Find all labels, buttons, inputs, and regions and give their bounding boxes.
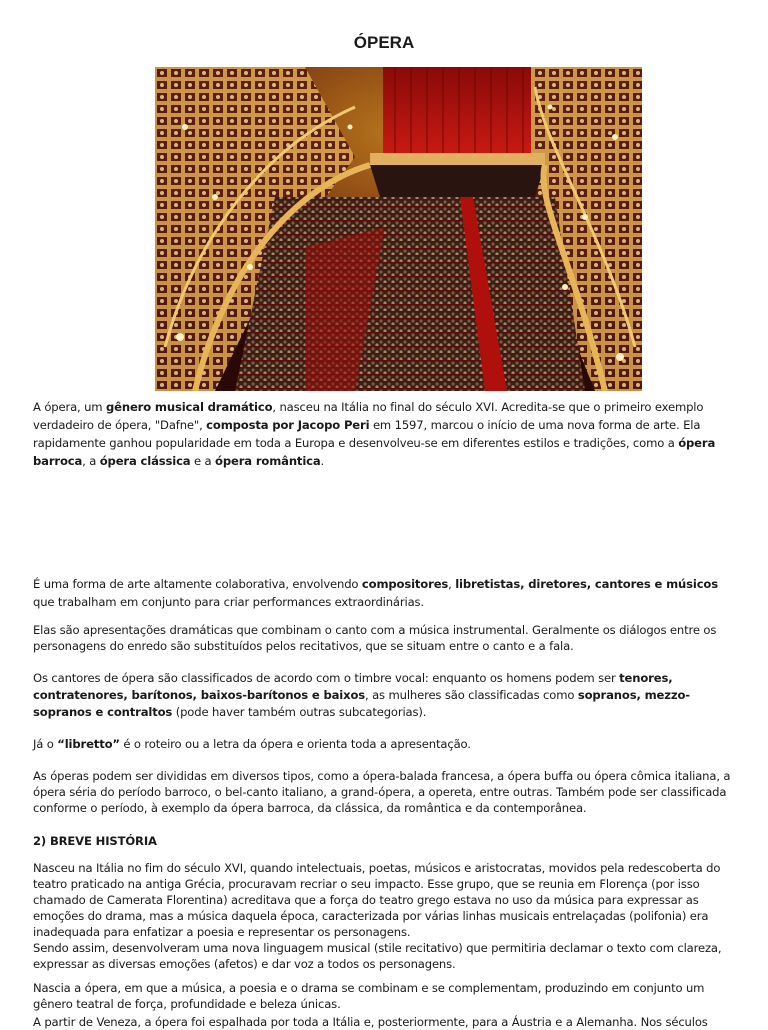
text-span: É uma forma de arte altamente colaborativa, envolvendo (33, 577, 362, 591)
paragraph-text: Sendo assim, desenvolveram uma nova linguagem musical (stile recitativo) que permitiria declamar o texto com clareza, expressar as diversas emoções (afetos) e dar voz a todos os personagens. (33, 941, 722, 971)
text-span: , (448, 577, 456, 591)
bold-term: composta por Jacopo Peri (206, 418, 370, 432)
bold-term: ópera clássica (99, 454, 191, 468)
section-heading-history (33, 832, 736, 850)
text-span: que trabalham em conjunto para criar performances extraordinárias. (33, 595, 424, 609)
intro-paragraph (33, 398, 736, 470)
birth-paragraph (33, 980, 736, 1012)
opera-house-photo (155, 67, 642, 391)
bold-term: tenores, contratenores, barítonos, baixos-barítonos e baixos (33, 671, 673, 702)
collaboration-paragraph (33, 575, 736, 611)
text-span: Os cantores de ópera são classificados de acordo com o timbre vocal: enquanto os homens podem ser (33, 671, 620, 685)
text-span: e a (190, 454, 216, 468)
paragraph-text: A partir de Veneza, a ópera foi espalhada por toda a Itália e, posteriormente, para a Áustria e a Alemanha. Nos séculos (33, 1015, 708, 1029)
paragraph-text: Elas são apresentações dramáticas que combinam o canto com a música instrumental. Geralmente os diálogos entre os personagens do enredo são substituídos pelos recitativos, que se situam entre o canto e a fala. (33, 623, 717, 653)
types-paragraph (33, 768, 736, 816)
bold-term: gênero musical dramático (105, 400, 273, 414)
text-span: é o roteiro ou a letra da ópera e orienta toda a apresentação. (119, 737, 471, 751)
page-title: ÓPERA (353, 33, 415, 52)
paragraph-text: Nascia a ópera, em que a música, a poesia e o drama se combinam e se complementam, produzindo em conjunto um gênero teatral de força, profundidade e beleza únicas. (33, 981, 705, 1011)
text-span: . (320, 454, 325, 468)
text-span: Já o (33, 737, 58, 751)
text-span: em 1597, marcou o início de uma nova forma de arte. Ela rapidamente ganhou popularidade em toda a Europa e desenvolveu-se em diferentes estilos e tradições, como a (33, 418, 701, 450)
heading-text: 2) BREVE HISTÓRIA (33, 834, 157, 848)
bold-term: “libretto” (57, 737, 120, 751)
paragraph-text: Nasceu na Itália no fim do século XVI, quando intelectuais, poetas, músicos e aristocratas, movidos pela redescoberta do teatro praticado na antiga Grécia, procuravam recriar o seu impacto. Esse grupo, que se reunia em Florença (por isso chamado de Camerata Florentina) acreditava que a força do teatro grego estava no uso da música para expressar as emoções do drama, mas a música daquela época, caracterizada por várias linhas musicais entrelaçadas (polifonia) era inadequada para enfatizar a poesia e representar os personagens. (33, 861, 721, 939)
spread-paragraph (33, 1014, 736, 1030)
text-span: (pode haver também outras subcategorias). (172, 705, 427, 719)
text-span: A ópera, um (33, 400, 106, 414)
history-paragraph (33, 860, 736, 972)
text-span: , a (82, 454, 100, 468)
paragraph-text: As óperas podem ser divididas em diversos tipos, como a ópera-balada francesa, a ópera buffa ou ópera cômica italiana, a ópera séria do período barroco, o bel-canto italiano, a grand-ópera, a opereta, entre outras. Também pode ser classificada conforme o período, à exemplo da ópera barroca, da clássica, da romântica e da contemporânea. (33, 769, 731, 815)
bold-term: ópera romântica (215, 454, 321, 468)
bold-term: compositores (361, 577, 449, 591)
dramatic-paragraph (33, 622, 736, 654)
bold-term: ópera barroca (33, 436, 716, 468)
bold-term: sopranos, mezzo-sopranos e contraltos (33, 688, 690, 719)
voices-paragraph (33, 670, 736, 721)
text-span: , nasceu na Itália no final do século XVI. Acredita-se que o primeiro exemplo verdadeiro de ópera, "Dafne", (33, 400, 704, 432)
text-span: , as mulheres são classificadas como (365, 688, 578, 702)
bold-term: libretistas, diretores, cantores e músicos (455, 577, 718, 591)
libretto-paragraph (33, 735, 736, 753)
